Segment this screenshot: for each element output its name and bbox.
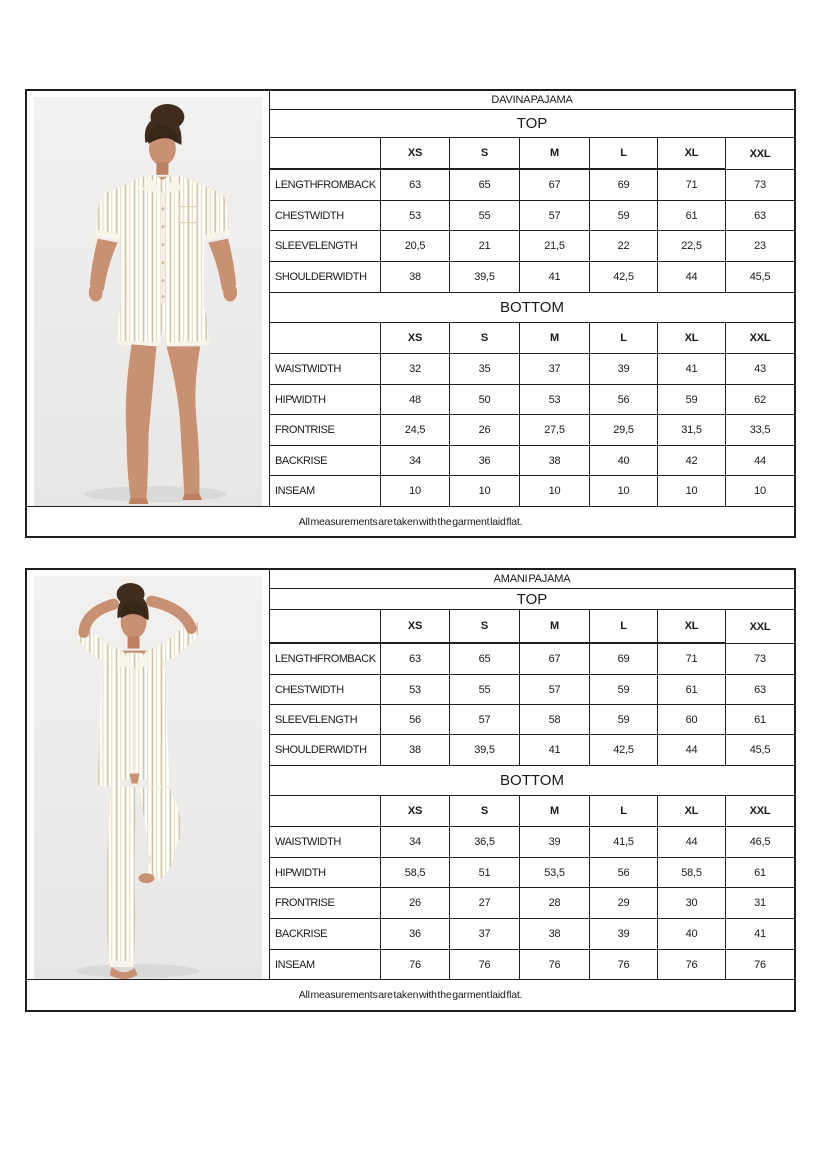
measurement-label: LENGTH FROM BACK <box>270 170 381 201</box>
measurement-value: 22,5 <box>658 231 726 262</box>
measurement-value: 33,5 <box>726 415 794 446</box>
corner-cell <box>270 796 381 827</box>
measurement-value: 41,5 <box>590 827 658 858</box>
measurement-value: 40 <box>658 919 726 950</box>
measurement-value: 38 <box>381 735 450 766</box>
measurement-label: WAIST WIDTH <box>270 354 381 385</box>
measurement-value: 76 <box>520 950 590 980</box>
measurement-value: 39 <box>520 827 590 858</box>
size-column-header: XXL <box>726 796 794 827</box>
measurement-value: 56 <box>590 858 658 888</box>
measurement-value: 53 <box>381 201 450 231</box>
size-column-header: XXL <box>726 610 794 644</box>
measurement-label: CHEST WIDTH <box>270 201 381 231</box>
measurement-value: 10 <box>520 476 590 507</box>
size-chart-card-davina <box>25 89 796 538</box>
measurement-value: 58,5 <box>658 858 726 888</box>
size-column-header: XL <box>658 796 726 827</box>
measurement-value: 21,5 <box>520 231 590 262</box>
measurement-value: 76 <box>450 950 520 980</box>
measurement-note: All measurements are taken with the garment laid flat. <box>298 515 523 528</box>
measurement-value: 41 <box>658 354 726 385</box>
size-chart-table <box>27 91 794 536</box>
size-column-header: M <box>520 138 590 170</box>
measurement-value: 76 <box>590 950 658 980</box>
measurement-value: 26 <box>450 415 520 446</box>
measurement-value: 44 <box>726 446 794 476</box>
size-column-header: L <box>590 138 658 170</box>
size-column-header: S <box>450 138 520 170</box>
measurement-value: 44 <box>658 735 726 766</box>
measurement-value: 10 <box>726 476 794 507</box>
measurement-value: 48 <box>381 385 450 415</box>
model-photo <box>27 91 270 507</box>
measurement-label: SLEEVE LENGTH <box>270 231 381 262</box>
section-header-bottom: BOTTOM <box>270 766 794 796</box>
size-column-header: L <box>590 323 658 354</box>
measurement-label: INSEAM <box>270 950 381 980</box>
measurement-value: 63 <box>726 675 794 705</box>
measurement-label: CHEST WIDTH <box>270 675 381 705</box>
measurement-value: 56 <box>590 385 658 415</box>
measurement-value: 55 <box>450 675 520 705</box>
measurement-value: 38 <box>381 262 450 293</box>
measurement-value: 26 <box>381 888 450 919</box>
measurement-value: 69 <box>590 644 658 675</box>
measurement-value: 28 <box>520 888 590 919</box>
measurement-value: 45,5 <box>726 735 794 766</box>
measurement-value: 51 <box>450 858 520 888</box>
measurement-value: 53 <box>520 385 590 415</box>
measurement-value: 42,5 <box>590 262 658 293</box>
measurement-value: 57 <box>520 675 590 705</box>
measurement-value: 61 <box>726 705 794 735</box>
measurement-value: 69 <box>590 170 658 201</box>
size-column-header: M <box>520 610 590 644</box>
measurement-value: 40 <box>590 446 658 476</box>
measurement-value: 76 <box>381 950 450 980</box>
size-column-header: L <box>590 796 658 827</box>
measurement-label: LENGTH FROM BACK <box>270 644 381 675</box>
measurement-value: 36 <box>450 446 520 476</box>
size-column-header: XL <box>658 323 726 354</box>
measurement-value: 39 <box>590 354 658 385</box>
model-photo <box>27 570 270 980</box>
measurement-value: 50 <box>450 385 520 415</box>
measurement-value: 73 <box>726 644 794 675</box>
corner-cell <box>270 138 381 170</box>
measurement-value: 71 <box>658 170 726 201</box>
measurement-value: 30 <box>658 888 726 919</box>
measurement-value: 36,5 <box>450 827 520 858</box>
measurement-label: WAIST WIDTH <box>270 827 381 858</box>
measurement-value: 44 <box>658 827 726 858</box>
measurement-value: 53,5 <box>520 858 590 888</box>
size-column-header: XS <box>381 138 450 170</box>
corner-cell <box>270 610 381 644</box>
measurement-value: 57 <box>520 201 590 231</box>
measurement-value: 38 <box>520 919 590 950</box>
measurement-value: 22 <box>590 231 658 262</box>
measurement-value: 29,5 <box>590 415 658 446</box>
size-column-header: XXL <box>726 138 794 170</box>
size-column-header: M <box>520 323 590 354</box>
measurement-value: 10 <box>658 476 726 507</box>
size-column-header: S <box>450 610 520 644</box>
measurement-value: 37 <box>520 354 590 385</box>
measurement-value: 58,5 <box>381 858 450 888</box>
measurement-value: 53 <box>381 675 450 705</box>
measurement-value: 35 <box>450 354 520 385</box>
measurement-value: 24,5 <box>381 415 450 446</box>
measurement-value: 61 <box>726 858 794 888</box>
measurement-value: 10 <box>450 476 520 507</box>
measurement-value: 36 <box>381 919 450 950</box>
size-column-header: L <box>590 610 658 644</box>
measurement-value: 62 <box>726 385 794 415</box>
measurement-value: 38 <box>520 446 590 476</box>
measurement-value: 65 <box>450 644 520 675</box>
corner-cell <box>270 323 381 354</box>
measurement-value: 59 <box>658 385 726 415</box>
section-header-bottom: BOTTOM <box>270 293 794 323</box>
model-photo-illustration <box>34 97 262 506</box>
measurement-value: 59 <box>590 705 658 735</box>
measurement-value: 45,5 <box>726 262 794 293</box>
measurement-value: 27 <box>450 888 520 919</box>
size-column-header: S <box>450 323 520 354</box>
measurement-label: BACK RISE <box>270 919 381 950</box>
measurement-value: 56 <box>381 705 450 735</box>
size-chart-card-amani <box>25 568 796 1012</box>
measurement-value: 20,5 <box>381 231 450 262</box>
measurement-value: 63 <box>381 170 450 201</box>
measurement-label: INSEAM <box>270 476 381 507</box>
measurement-value: 43 <box>726 354 794 385</box>
measurement-label: HIP WIDTH <box>270 385 381 415</box>
measurement-value: 31 <box>726 888 794 919</box>
measurement-label: SHOULDER WIDTH <box>270 262 381 293</box>
measurement-value: 73 <box>726 170 794 201</box>
measurement-value: 29 <box>590 888 658 919</box>
section-header-top: TOP <box>270 589 794 610</box>
measurement-value: 39,5 <box>450 735 520 766</box>
measurement-value: 41 <box>520 262 590 293</box>
size-chart-table <box>27 570 794 1010</box>
measurement-value: 76 <box>658 950 726 980</box>
measurement-value: 55 <box>450 201 520 231</box>
measurement-value: 37 <box>450 919 520 950</box>
measurement-label: FRONT RISE <box>270 888 381 919</box>
measurement-value: 10 <box>381 476 450 507</box>
measurement-value: 46,5 <box>726 827 794 858</box>
size-column-header: M <box>520 796 590 827</box>
size-column-header: XXL <box>726 323 794 354</box>
model-photo-illustration <box>34 576 262 979</box>
measurement-value: 34 <box>381 446 450 476</box>
measurement-value: 39,5 <box>450 262 520 293</box>
measurement-value: 63 <box>381 644 450 675</box>
measurement-label: FRONT RISE <box>270 415 381 446</box>
measurement-value: 67 <box>520 644 590 675</box>
size-column-header: S <box>450 796 520 827</box>
measurement-value: 44 <box>658 262 726 293</box>
measurement-value: 59 <box>590 201 658 231</box>
table-title: AMANI PAJAMA <box>270 570 794 589</box>
measurement-value: 34 <box>381 827 450 858</box>
measurement-value: 57 <box>450 705 520 735</box>
measurement-value: 32 <box>381 354 450 385</box>
measurement-value: 60 <box>658 705 726 735</box>
measurement-label: BACK RISE <box>270 446 381 476</box>
measurement-value: 59 <box>590 675 658 705</box>
measurement-value: 39 <box>590 919 658 950</box>
measurement-value: 67 <box>520 170 590 201</box>
measurement-value: 42 <box>658 446 726 476</box>
measurement-label: SLEEVE LENGTH <box>270 705 381 735</box>
measurement-value: 63 <box>726 201 794 231</box>
size-column-header: XS <box>381 610 450 644</box>
measurement-value: 61 <box>658 201 726 231</box>
measurement-label: SHOULDER WIDTH <box>270 735 381 766</box>
measurement-note: All measurements are taken with the garment laid flat. <box>298 989 523 1001</box>
size-column-header: XS <box>381 323 450 354</box>
measurement-value: 71 <box>658 644 726 675</box>
measurement-value: 41 <box>520 735 590 766</box>
measurement-value: 65 <box>450 170 520 201</box>
measurement-value: 23 <box>726 231 794 262</box>
table-title: DAVINA PAJAMA <box>270 91 794 110</box>
measurement-value: 27,5 <box>520 415 590 446</box>
measurement-value: 10 <box>590 476 658 507</box>
measurement-value: 31,5 <box>658 415 726 446</box>
measurement-value: 58 <box>520 705 590 735</box>
measurement-value: 76 <box>726 950 794 980</box>
size-column-header: XS <box>381 796 450 827</box>
measurement-label: HIP WIDTH <box>270 858 381 888</box>
size-column-header: XL <box>658 610 726 644</box>
measurement-value: 21 <box>450 231 520 262</box>
size-column-header: XL <box>658 138 726 170</box>
measurement-value: 41 <box>726 919 794 950</box>
measurement-value: 61 <box>658 675 726 705</box>
section-header-top: TOP <box>270 110 794 138</box>
measurement-value: 42,5 <box>590 735 658 766</box>
